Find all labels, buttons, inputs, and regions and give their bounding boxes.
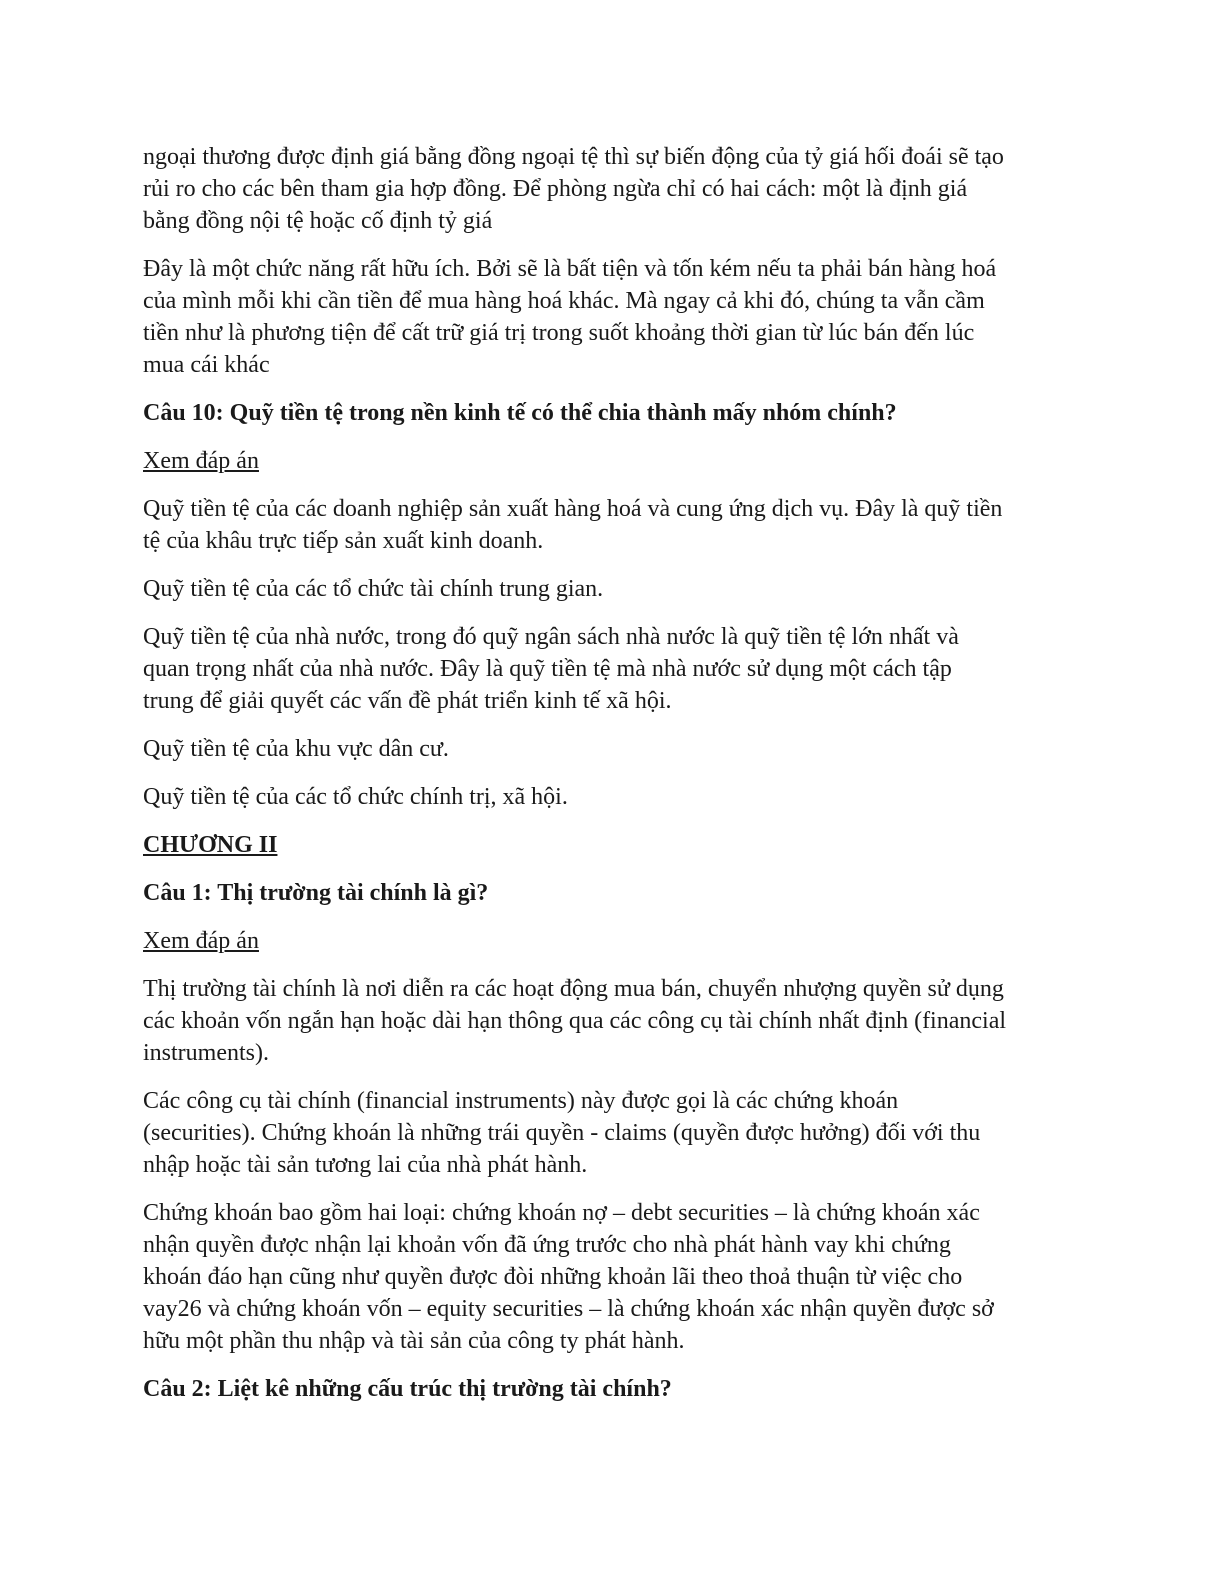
link-text[interactable]: Xem đáp án [143, 448, 259, 474]
text-line: khoán đáo hạn cũng như quyền được đòi những khoản lãi theo thoả thuận từ việc cho [143, 1264, 963, 1290]
text-line: Chứng khoán bao gồm hai loại: chứng khoán nợ – debt securities – là chứng khoán xác [143, 1200, 980, 1226]
chapter-text: CHƯƠNG II [143, 832, 278, 858]
paragraph-state-funds [143, 621, 1083, 717]
paragraph-business-funds [143, 493, 1083, 557]
paragraph-store-of-value [143, 253, 1083, 381]
chapter-title [143, 829, 1083, 861]
text-line: hữu một phần thu nhập và tài sản của công ty phát hành. [143, 1328, 685, 1354]
link-text[interactable]: Xem đáp án [143, 928, 259, 954]
text-line: Thị trường tài chính là nơi diễn ra các hoạt động mua bán, chuyển nhượng quyền sử dụng [143, 976, 1004, 1002]
text-line: (securities). Chứng khoán là những trái quyền - claims (quyền được hưởng) đối với thu [143, 1120, 981, 1146]
heading-text: Câu 10: Quỹ tiền tệ trong nền kinh tế có thể chia thành mấy nhóm chính? [143, 400, 897, 426]
paragraph-financial-market-definition [143, 973, 1083, 1069]
question-1-heading [143, 877, 1083, 909]
question-10-heading [143, 397, 1083, 429]
document-page [143, 141, 1083, 1421]
text-line: Quỹ tiền tệ của các tổ chức chính trị, xã hội. [143, 784, 568, 810]
paragraph-household-funds [143, 733, 1083, 765]
paragraph-securities-types [143, 1197, 1083, 1357]
text-line: nhận quyền được nhận lại khoản vốn đã ứng trước cho nhà phát hành vay khi chứng [143, 1232, 951, 1258]
paragraph-intermediary-funds [143, 573, 1083, 605]
text-line: Quỹ tiền tệ của các doanh nghiệp sản xuất hàng hoá và cung ứng dịch vụ. Đây là quỹ tiền [143, 496, 1003, 522]
text-line: Các công cụ tài chính (financial instruments) này được gọi là các chứng khoán [143, 1088, 899, 1114]
text-line: ngoại thương được định giá bằng đồng ngoại tệ thì sự biến động của tỷ giá hối đoái sẽ tạo [143, 144, 1004, 170]
text-line: Đây là một chức năng rất hữu ích. Bởi sẽ là bất tiện và tốn kém nếu ta phải bán hàng hoá [143, 256, 997, 282]
heading-text: Câu 1: Thị trường tài chính là gì? [143, 880, 489, 906]
text-line: của mình mỗi khi cần tiền để mua hàng hoá khác. Mà ngay cả khi đó, chúng ta vẫn cầm [143, 288, 985, 314]
text-line: rủi ro cho các bên tham gia hợp đồng. Để phòng ngừa chỉ có hai cách: một là định giá [143, 176, 968, 202]
text-line: tiền như là phương tiện để cất trữ giá trị trong suốt khoảng thời gian từ lúc bán đến lúc [143, 320, 975, 346]
text-line: bằng đồng nội tệ hoặc cố định tỷ giá [143, 208, 493, 234]
text-line: vay26 và chứng khoán vốn – equity securities – là chứng khoán xác nhận quyền được sở [143, 1296, 994, 1322]
text-line: các khoản vốn ngắn hạn hoặc dài hạn thông qua các công cụ tài chính nhất định (financial [143, 1008, 1007, 1034]
text-line: instruments). [143, 1040, 269, 1066]
text-line: tệ của khâu trực tiếp sản xuất kinh doanh. [143, 528, 544, 554]
text-line: quan trọng nhất của nhà nước. Đây là quỹ tiền tệ mà nhà nước sử dụng một cách tập [143, 656, 952, 682]
view-answer-link-q10[interactable] [143, 445, 1083, 477]
text-line: Quỹ tiền tệ của các tổ chức tài chính trung gian. [143, 576, 604, 602]
view-answer-link-q1[interactable] [143, 925, 1083, 957]
paragraph-political-org-funds [143, 781, 1083, 813]
text-line: Quỹ tiền tệ của nhà nước, trong đó quỹ ngân sách nhà nước là quỹ tiền tệ lớn nhất và [143, 624, 959, 650]
question-2-heading [143, 1373, 1083, 1405]
text-line: mua cái khác [143, 352, 270, 378]
paragraph-securities [143, 1085, 1083, 1181]
paragraph-exchange-rate-risk [143, 141, 1083, 237]
text-line: trung để giải quyết các vấn đề phát triển kinh tế xã hội. [143, 688, 672, 714]
text-line: nhập hoặc tài sản tương lai của nhà phát hành. [143, 1152, 588, 1178]
text-line: Quỹ tiền tệ của khu vực dân cư. [143, 736, 449, 762]
heading-text: Câu 2: Liệt kê những cấu trúc thị trường tài chính? [143, 1376, 672, 1402]
